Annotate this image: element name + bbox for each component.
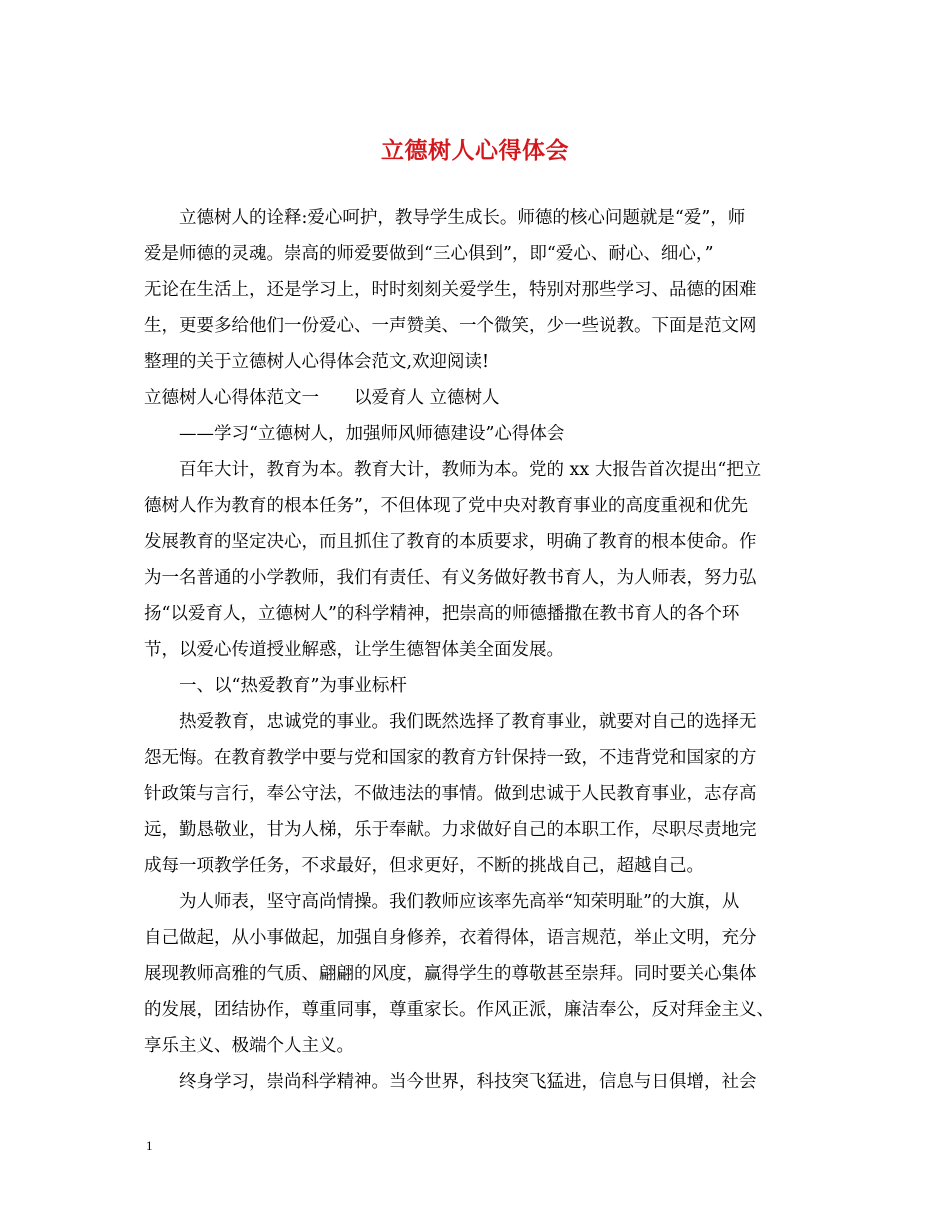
document-title: 立德树人心得体会 [381,137,569,164]
paragraph-line: 远，勤恳敬业，甘为人梯，乐于奉献。力求做好自己的本职工作，尽职尽责地完 [144,820,757,840]
paragraph-line: 成每一项教学任务，不求最好，但求更好，不断的挑战自己，超越自己。 [144,856,704,876]
paragraph-line: 的发展，团结协作，尊重同事，尊重家长。作风正派，廉洁奉公，反对拜金主义、 [144,1000,774,1020]
paragraph-line: 展现教师高雅的气质、翩翩的风度，赢得学生的尊敬甚至崇拜。同时要关心集体 [144,964,757,984]
paragraph-line: 为一名普通的小学教师，我们有责任、有义务做好教书育人，为人师表，努力弘 [144,568,757,588]
paragraph-line: 针政策与言行，奉公守法，不做违法的事情。做到忠诚于人民教育事业，志存高 [144,784,757,804]
paragraph-line: 无论在生活上，还是学习上，时时刻刻关爱学生，特别对那些学习、品德的困难 [144,280,757,300]
paragraph-line: 终身学习，崇尚科学精神。当今世界，科技突飞猛进，信息与日俱增，社会 [179,1072,757,1092]
paragraph-line: 爱是师德的灵魂。崇高的师爱要做到“三心俱到”，即“爱心、耐心、细心，” [144,244,714,264]
page-number: 1 [146,1138,153,1153]
section-heading: 一、以“热爱教育”为事业标杆 [179,676,407,696]
paragraph-line: 立德树人的诠释:爱心呵护，教导学生成长。师德的核心问题就是“爱”，师 [179,208,746,228]
paragraph-line: 德树人作为教育的根本任务”，不但体现了党中央对教育事业的高度重视和优先 [144,496,748,516]
paragraph-line: 整理的关于立德树人心得体会范文,欢迎阅读! [144,352,490,372]
section-heading: 立德树人心得体范文一 以爱育人 立德树人 [144,388,500,408]
paragraph-line: 享乐主义、极端个人主义。 [144,1036,354,1056]
paragraph-line: 生，更要多给他们一份爱心、一声赞美、一个微笑，少一些说教。下面是范文网 [144,316,757,336]
paragraph-line: 自己做起，从小事做起，加强自身修养，衣着得体，语言规范，举止文明，充分 [144,928,757,948]
paragraph-line: 扬“以爱育人，立德树人”的科学精神，把崇高的师德播撒在教书育人的各个环 [144,604,740,624]
section-subheading: ——学习“立德树人，加强师风师德建设”心得体会 [179,424,565,444]
paragraph-line: 热爱教育，忠诚党的事业。我们既然选择了教育事业，就要对自己的选择无 [179,712,757,732]
paragraph-line: 百年大计，教育为本。教育大计，教师为本。党的 xx 大报告首次提出“把立 [179,460,762,480]
paragraph-line: 发展教育的坚定决心，而且抓住了教育的本质要求，明确了教育的根本使命。作 [144,532,757,552]
paragraph-line: 怨无悔。在教育教学中要与党和国家的教育方针保持一致，不违背党和国家的方 [144,748,757,768]
paragraph-line: 节，以爱心传道授业解惑，让学生德智体美全面发展。 [144,640,564,660]
paragraph-line: 为人师表，坚守高尚情操。我们教师应该率先高举“知荣明耻”的大旗，从 [179,892,740,912]
